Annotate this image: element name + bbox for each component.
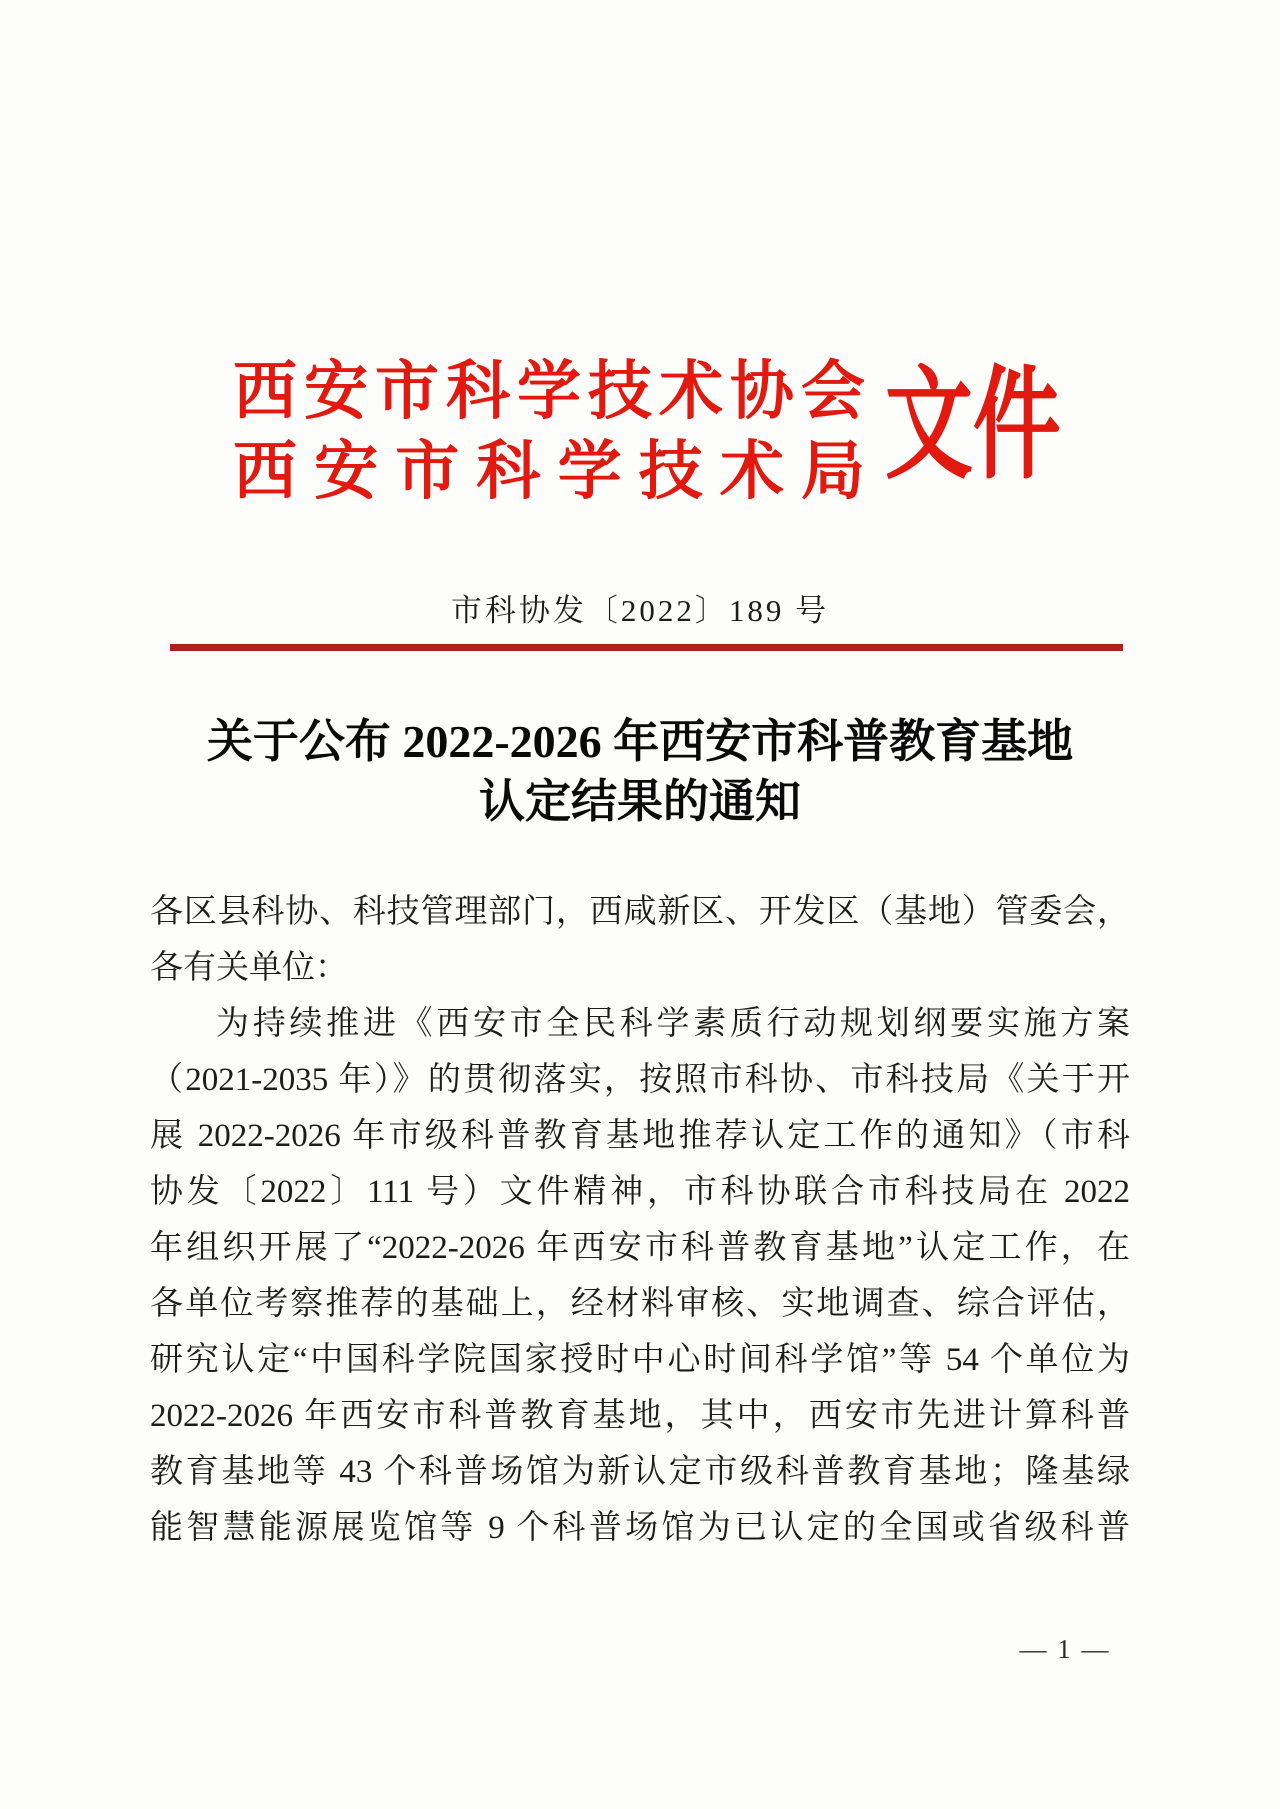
body-line: 年组织开展了“2022-2026 年西安市科普教育基地”认定工作，在 [150,1230,1130,1266]
document-title [0,712,1280,832]
body-line: 教育基地等 43 个科普场馆为新认定市级科普教育基地；隆基绿 [150,1454,1130,1490]
letterhead [233,352,865,512]
body-line: 各有关单位： [150,950,348,986]
body-line: 各单位考察推荐的基础上，经材料审核、实地调查、综合评估， [150,1286,1130,1322]
document-body [150,884,1130,1556]
body-line: 为持续推进《西安市全民科学素质行动规划纲要实施方案 [216,1006,1130,1042]
letterhead-doc-type: 文件 [885,359,1061,494]
body-line: 展 2022-2026 年市级科普教育基地推荐认定工作的通知》（市科 [150,1118,1130,1154]
letterhead-org-line-1: 西安市科学技术协会 [233,356,865,427]
body-line: 研究认定“中国科学院国家授时中心时间科学馆”等 54 个单位为 [150,1342,1130,1378]
body-line: 协发〔2022〕111 号）文件精神，市科协联合市科技局在 2022 [150,1174,1130,1210]
body-line: 各区县科协、科技管理部门，西咸新区、开发区（基地）管委会， [150,894,1130,930]
letterhead-org-line-2: 西安市科学技术局 [233,436,865,507]
document-title-line-1: 关于公布 2022-2026 年西安市科普教育基地 [206,716,1074,767]
red-divider-line [170,644,1123,651]
page-number: — 1 — [1019,1634,1111,1664]
document-number: 市科协发〔2022〕189 号 [450,593,830,628]
document-title-line-2: 认定结果的通知 [479,776,801,827]
body-line: 2022-2026 年西安市科普教育基地，其中，西安市先进计算科普 [150,1398,1130,1434]
body-line: 能智慧能源展览馆等 9 个科普场馆为已认定的全国或省级科普 [150,1510,1130,1546]
body-line: （2021-2035 年）》的贯彻落实，按照市科协、市科技局《关于开 [150,1062,1130,1098]
